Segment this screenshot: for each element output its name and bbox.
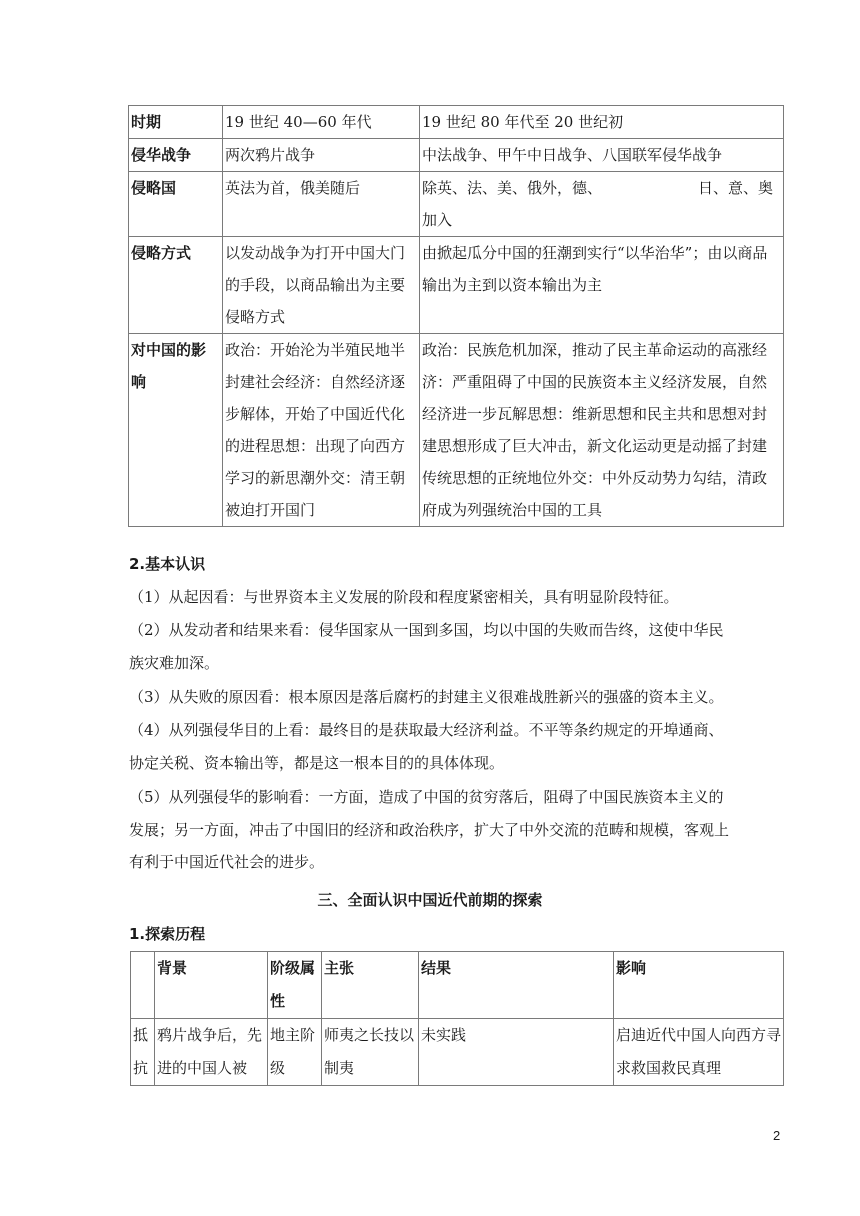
table-cell: 中法战争、甲午中日战争、八国联军侵华战争 — [420, 139, 784, 172]
table-header-cell: 背景 — [155, 952, 268, 1019]
table-cell: 鸦片战争后，先进的中国人被 — [155, 1019, 268, 1086]
table-cell: 未实践 — [419, 1019, 614, 1086]
table-cell: 英法为首，俄美随后 — [223, 172, 420, 237]
table-header-cell: 阶级属性 — [268, 952, 322, 1019]
table-cell: 政治：开始沦为半殖民地半封建社会经济：自然经济逐步解体，开始了中国近代化的进程思想：出现了向西方学习的新思潮外交：清王朝被迫打开国门 — [223, 334, 420, 527]
table-cell: 对中国的影响 — [129, 334, 223, 527]
table-header-cell: 主张 — [322, 952, 419, 1019]
table-row — [129, 172, 784, 237]
table-cell: 侵略国 — [129, 172, 223, 237]
exploration-table — [130, 951, 784, 1086]
table-row — [131, 1019, 784, 1086]
table-cell: 以发动战争为打开中国大门的手段，以商品输出为主要侵略方式 — [223, 237, 420, 334]
table-row — [129, 106, 784, 139]
cell-text-part: 除英、法、美、俄外，德、 — [422, 179, 603, 197]
paragraph: （1）从起因看：与世界资本主义发展的阶段和程度紧密相关，具有明显阶段特征。 — [129, 588, 679, 606]
table-cell: 两次鸦片战争 — [223, 139, 420, 172]
table-header-cell — [131, 952, 155, 1019]
table-row — [129, 334, 784, 527]
table-cell: 师夷之长技以制夷 — [322, 1019, 419, 1086]
table-cell: 启迪近代中国人向西方寻求救国救民真理 — [614, 1019, 784, 1086]
paragraph: （3）从失败的原因看：根本原因是落后腐朽的封建主义很难战胜新兴的强盛的资本主义。 — [129, 688, 724, 706]
table-header-cell: 结果 — [419, 952, 614, 1019]
table-header-cell: 影响 — [614, 952, 784, 1019]
table-cell: 时期 — [129, 106, 223, 139]
subsection-heading: 1.探索历程 — [129, 925, 206, 943]
table-header-row — [131, 952, 784, 1019]
section-title: 三、全面认识中国近代前期的探索 — [317, 891, 543, 909]
table-row — [129, 139, 784, 172]
table-cell: 19 世纪 80 年代至 20 世纪初 — [420, 106, 784, 139]
table-cell: 抵抗 — [131, 1019, 155, 1086]
table-row — [129, 237, 784, 334]
table-cell: 政治：民族危机加深，推动了民主革命运动的高涨经济：严重阻碍了中国的民族资本主义经济发展，自然经济进一步瓦解思想：维新思想和民主共和思想对封建思想形成了巨大冲击，新文化运动更是动摇了封建传统思想的正统地位外交：中外反动势力勾结，清政府成为列强统治中国的工具 — [420, 334, 784, 527]
table-cell: 由掀起瓜分中国的狂潮到实行“以华治华”；由以商品输出为主到以资本输出为主 — [420, 237, 784, 334]
section-heading: 2.基本认识 — [129, 555, 206, 573]
paragraph: （2）从发动者和结果来看：侵华国家从一国到多国，均以中国的失败而告终，这使中华民族灾难加深。 — [129, 621, 724, 672]
cell-text-part: 日、意、奥加入 — [422, 179, 774, 229]
table-cell: 地主阶级 — [268, 1019, 322, 1086]
page-number: 2 — [773, 1128, 781, 1143]
invasion-comparison-table — [128, 105, 784, 527]
paragraph: （5）从列强侵华的影响看：一方面，造成了中国的贫穷落后，阻碍了中国民族资本主义的发展；另一方面，冲击了中国旧的经济和政治秩序，扩大了中外交流的范畴和规模，客观上有利于中国近代社会的进步。 — [129, 788, 730, 871]
table-cell: 侵略方式 — [129, 237, 223, 334]
table-cell: 侵华战争 — [129, 139, 223, 172]
table-cell — [420, 172, 784, 237]
paragraph: （4）从列强侵华目的上看：最终目的是获取最大经济利益。不平等条约规定的开埠通商、协定关税、资本输出等，都是这一根本目的的具体体现。 — [129, 721, 724, 772]
table-cell: 19 世纪 40—60 年代 — [223, 106, 420, 139]
